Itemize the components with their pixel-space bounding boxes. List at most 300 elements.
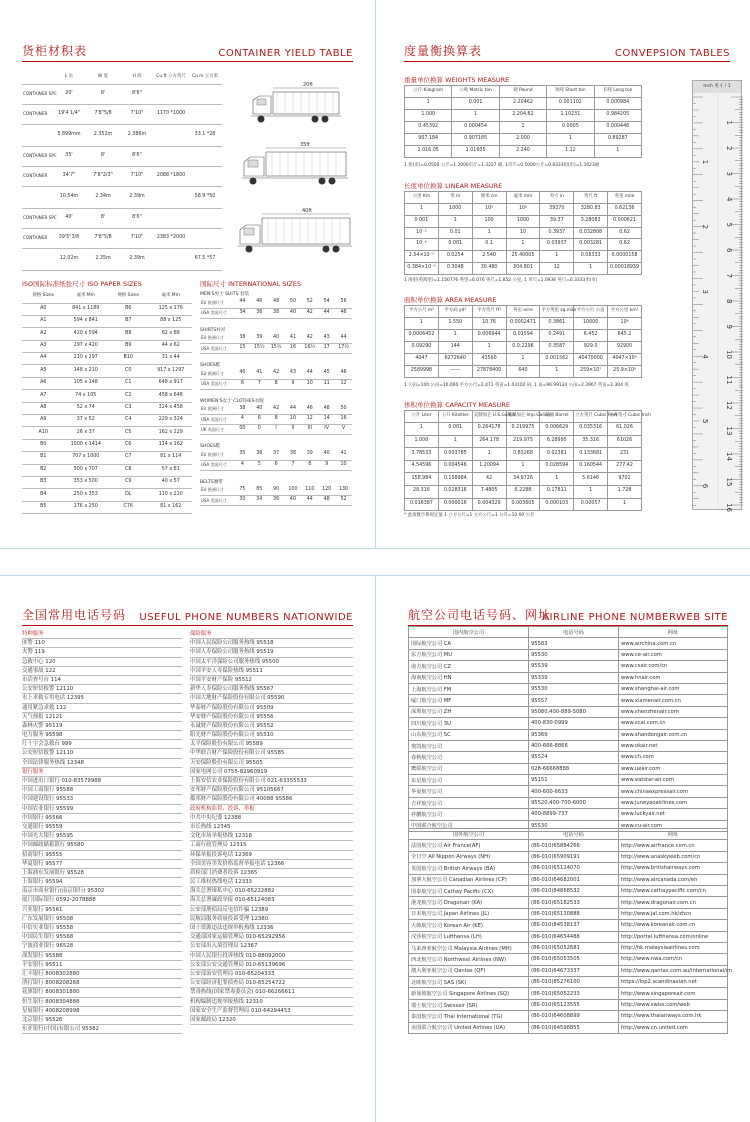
intl-block-label: WOMEN'S女士 CLOTHES衣服 [200, 398, 264, 404]
table-cell: 1.20094 [472, 460, 506, 473]
table-cell: 新加坡航空公司 Singapore Airlines (SQ) [409, 988, 529, 999]
table-cell: 加拿大航空公司 Canadian Airlines (CP) [409, 874, 529, 885]
table-cell: 0.09290 [405, 342, 439, 354]
conversion-page [376, 0, 750, 548]
ruler-number-inch: 5 [701, 419, 709, 424]
phone-entry: 广东发展银行 95508 [22, 915, 182, 924]
table-cell: 1 [452, 110, 499, 122]
table-cell: 0.000621 [608, 215, 642, 227]
table-cell: (86-010)64608899 [529, 1011, 619, 1022]
phone-entry: 天安保险股份有限公司 95505 [190, 759, 353, 768]
table-cell: 米 m [438, 192, 472, 204]
phone-entry: 星展银行 4008208998 [22, 1007, 182, 1016]
table-row [200, 415, 352, 425]
table-cell: 0.89287 [594, 134, 641, 146]
table-cell: A0 [22, 303, 65, 315]
table-cell: 0.028594 [540, 460, 574, 473]
table-cell: 网址 [619, 829, 728, 840]
table-row [405, 473, 642, 486]
table-cell: 6.452 [574, 330, 608, 342]
capacity-table [404, 410, 651, 511]
ruler-number-cm: 13 [725, 426, 733, 436]
table-cell: 3.28083 [574, 215, 608, 227]
table-cell: USA 美国尺寸 [200, 308, 234, 318]
table-cell: 210 x 297 [65, 353, 108, 365]
table-cell: 81 x 114 [150, 452, 193, 464]
table-cell: 8'6" [120, 146, 154, 166]
table-row [409, 797, 728, 808]
table-cell: CONTAINER SPC [22, 84, 52, 104]
table-cell: 国外航空公司 [409, 829, 529, 840]
phone-entry: 阳光财产保险股份有限公司 95510 [190, 731, 353, 740]
table-cell: 0.001102 [547, 98, 594, 110]
table-cell: 5.899mm [52, 124, 86, 146]
table-row [405, 354, 642, 366]
table-cell: 1000 [438, 204, 472, 216]
table-cell: EU 欧洲尺寸 [200, 405, 234, 415]
table-cell: 130 [335, 486, 352, 496]
ruler-number-cm: 15 [725, 477, 733, 487]
phone-entry: 渣打银行 8008208268 [22, 979, 182, 988]
table-cell: C76 [107, 501, 150, 513]
table-row [22, 415, 192, 427]
table-cell: 95539 [529, 661, 619, 672]
table-cell: 0.001 [405, 215, 439, 227]
phone-entry: 中国民生银行 95568 [22, 933, 182, 942]
table-cell: 吉祥航空公司 [409, 797, 529, 808]
phone-entry: 厦门国际银行 0592-2078888 [22, 896, 182, 905]
table-cell: A1 [22, 315, 65, 327]
table-row [409, 695, 728, 706]
phone-entry: 中国平安人寿保险热线 95511 [190, 667, 353, 676]
table-cell: 43560 [472, 354, 506, 366]
table-row [409, 672, 728, 683]
table-cell: 277.42 [608, 460, 642, 473]
table-cell: 0.00018939 [608, 262, 642, 274]
table-cell: 10⁶ [506, 204, 540, 216]
table-cell: 40 [251, 405, 268, 415]
table-cell [22, 186, 52, 208]
ruler-number-cm: 3 [725, 171, 733, 176]
table-row [22, 186, 222, 208]
table-cell: 0.01 [438, 227, 472, 239]
phone-entry: 南京市商业银行(南京银行) 95302 [22, 887, 182, 896]
container-title-en: CONTAINER YIELD TABLE [218, 48, 353, 59]
phones-title-en: USEFUL PHONE NUMBERS NATIONWIDE [139, 612, 353, 623]
table-row [409, 752, 728, 763]
table-cell: 26 x 37 [65, 427, 108, 439]
table-cell: 0.3861 [540, 318, 574, 330]
table-cell: 6.2288 [506, 485, 540, 498]
table-cell: 458 x 648 [150, 390, 193, 402]
table-cell: Cu ft 立方英尺 [154, 70, 188, 84]
table-row [409, 775, 728, 786]
table-cell [188, 146, 222, 166]
table-cell: 400-8899-737 [529, 809, 619, 820]
table-cell: 19'4 1/4" [52, 104, 86, 124]
table-cell: 46 [251, 298, 268, 308]
table-cell: 40 [285, 308, 302, 318]
table-cell: (86-010)65124070 [529, 863, 619, 874]
phone-entry: 质检部门消费者投诉 12365 [190, 869, 353, 878]
phone-entry: 东亚银行(中国)有限公司 95382 [22, 1025, 182, 1034]
phone-entry: 北京银行 95526 [22, 1016, 182, 1025]
table-cell: 16 [285, 344, 302, 354]
table-cell: 1 [506, 460, 540, 473]
table-cell: 0.000446 [594, 122, 641, 134]
table-cell: 95080,400-889-5080 [529, 706, 619, 717]
table-row [409, 920, 728, 931]
table-cell: (86-010)65909191 [529, 851, 619, 862]
table-cell: http://portal.lufthansa.com/online [619, 931, 728, 942]
phone-entry: 汇丰银行 8008302880 [22, 970, 182, 979]
phone-entry: 匪警 110 [22, 639, 182, 648]
table-cell: 707 x 1000 [65, 452, 108, 464]
table-cell: 0.000984 [594, 98, 641, 110]
table-row [409, 977, 728, 988]
table-cell: 1 [405, 204, 439, 216]
ruler-number-cm: 16 [725, 503, 733, 512]
table-cell: 0.384×10⁻³ [405, 262, 439, 274]
table-cell: 0.003785 [438, 448, 472, 461]
table-cell: CONTAINER [22, 166, 52, 186]
table-cell: 28.316 [405, 485, 439, 498]
table-cell: (86-010)65053505 [529, 954, 619, 965]
table-cell: 10.76 [472, 318, 506, 330]
table-cell: 0.62 [608, 239, 642, 251]
table-row [405, 448, 642, 461]
phone-entry: 国家安全生产监督管理局 010-64294453 [190, 1007, 353, 1016]
table-row [22, 402, 192, 414]
table-cell: 304.801 [506, 262, 540, 274]
ruler-number-cm: 5 [725, 222, 733, 227]
table-cell: 420 x 594 [65, 328, 108, 340]
table-cell: 9 [318, 460, 335, 470]
table-row [22, 464, 192, 476]
table-cell: 36 [251, 450, 268, 460]
table-cell: http://www.swiss.com/web [619, 999, 728, 1010]
table-cell: 4 [234, 460, 251, 470]
linear-note: 1 海里(英海里)=1.150776 英里=6.076 英尺=1.852 公里, 1 市尺=1.0936 英尺=0.3333米(市) [404, 278, 598, 283]
table-cell: (86-010)84538137 [529, 920, 619, 931]
intl-block-label: SHOES鞋 [200, 363, 221, 368]
table-cell: 14 [318, 415, 335, 425]
table-cell: 35' [52, 146, 86, 166]
table-cell: 10 [301, 379, 318, 389]
table-row [405, 239, 642, 251]
table-row [405, 204, 642, 216]
table-cell: 39 [251, 334, 268, 344]
table-row [409, 965, 728, 976]
table-cell: 10⁶ [608, 318, 642, 330]
table-cell: C3 [107, 402, 150, 414]
table-row [22, 427, 192, 439]
table-cell: 17½ [335, 344, 352, 354]
table-cell [188, 84, 222, 104]
table-cell: 2.000 [499, 134, 546, 146]
table-cell: A8 [22, 402, 65, 414]
table-cell: 0.264178 [472, 423, 506, 436]
phone-entry: 交通银行 95559 [22, 823, 182, 832]
intl-sizes-block [200, 291, 352, 506]
table-cell: www.okair.net [619, 740, 728, 751]
iso-paper-table [22, 290, 192, 514]
table-cell: 0.1 [472, 239, 506, 251]
table-cell: 1 [540, 473, 574, 486]
table-row [200, 334, 352, 344]
table-cell: 澳大利亚航空公司 Qantas (QF) [409, 965, 529, 976]
table-cell: 34 [251, 496, 268, 506]
table-cell: (86-010)64654488 [529, 931, 619, 942]
table-cell: http://www.cathaypacific.com/cn [619, 885, 728, 896]
phone-entry: 国土资源违法违规举报热线 12336 [190, 924, 353, 933]
table-cell: A3 [22, 340, 65, 352]
table-cell: 0.0006452 [405, 330, 439, 342]
table-cell: 110 x 220 [150, 489, 193, 501]
phone-entry: 都邦财产保险股份有限公司 40088 95586 [190, 795, 353, 804]
table-row [405, 215, 642, 227]
table-row [405, 306, 642, 318]
table-cell: www.ueair.com [619, 763, 728, 774]
table-row [409, 954, 728, 965]
phone-entry: 中国人民银行投诉热线 010-88092000 [190, 952, 353, 961]
table-row [22, 228, 222, 248]
table-row [405, 262, 642, 274]
table-cell: 8' [86, 146, 120, 166]
international-airlines-table [408, 828, 732, 1034]
table-cell: www.xiamenair.com.cn [619, 695, 728, 706]
table-cell: https://lop2.scandinavian.net [619, 977, 728, 988]
table-cell: 9702 [608, 473, 642, 486]
table-cell: EU 欧洲尺寸 [200, 486, 234, 496]
table-row [409, 988, 728, 999]
table-cell: 34.9726 [506, 473, 540, 486]
table-cell: 27878400 [472, 366, 506, 378]
table-cell: 12 [540, 262, 574, 274]
table-cell: 645.2 [608, 330, 642, 342]
table-cell: B6 [107, 303, 150, 315]
table-cell: 7'10" [120, 166, 154, 186]
table-cell: 42 [301, 334, 318, 344]
table-cell: CONTAINER SPC [22, 208, 52, 228]
table-row [22, 452, 192, 464]
table-cell: 7'8"2/3" [86, 166, 120, 186]
table-cell: C0 [107, 365, 150, 377]
table-cell: 40 x 57 [150, 476, 193, 488]
intl-block-label: SHOES鞋 [200, 444, 221, 449]
table-cell: 英尺 ft [574, 192, 608, 204]
phones-page [0, 576, 375, 1122]
table-cell: 2.352m [86, 124, 120, 146]
table-cell: 立方英寸 Cubic Inch [608, 411, 642, 423]
table-row [409, 683, 728, 694]
phone-entry: 公安部出入境管理局 12367 [190, 942, 353, 951]
table-row [409, 649, 728, 660]
table-cell: 95339 [529, 672, 619, 683]
table-cell: 353 x 500 [65, 476, 108, 488]
table-cell: A9 [22, 415, 65, 427]
table-cell: 公吨 Metric ton [452, 86, 499, 98]
table-row [22, 489, 192, 501]
table-cell: http://www.nwa.com/cn [619, 954, 728, 965]
table-row [409, 851, 728, 862]
table-row [200, 298, 352, 308]
table-cell: 7'10" [120, 228, 154, 248]
table-cell: CONTAINER [22, 228, 52, 248]
table-cell: 297 x 420 [65, 340, 108, 352]
table-cell: 美国联合航空公司 United Airlines (UA) [409, 1022, 529, 1033]
table-cell: 1.000 [405, 435, 439, 448]
ruler-number-cm: 14 [725, 452, 733, 461]
table-cell: 48 [318, 496, 335, 506]
table-cell: http://www.koreanair.com.cn [619, 920, 728, 931]
intl-size-table [200, 298, 352, 319]
table-cell: 英亩 acre [506, 306, 540, 318]
table-cell: 0.028316 [438, 485, 472, 498]
table-cell: 北欧航空公司 SAS (SK) [409, 977, 529, 988]
table-cell: 0.004546 [438, 460, 472, 473]
table-cell: 52 x 74 [65, 402, 108, 414]
table-cell: 2.540 [472, 251, 506, 263]
table-cell: 52 [301, 298, 318, 308]
table-cell: A6 [22, 377, 65, 389]
phone-entry: 安邦财产保险股份有限公司 95105667 [190, 786, 353, 795]
table-cell: 35.316 [574, 435, 608, 448]
intl-block-label: MEN'S男士 SUITS 套装 [200, 292, 250, 297]
phones-left-column [22, 630, 182, 1034]
table-cell: 上海航空公司 FM [409, 683, 529, 694]
ruler-number-cm: 1 [725, 120, 733, 125]
table-cell: 2.34m [86, 186, 120, 208]
table-row [22, 353, 192, 365]
table-cell: 0.0005 [547, 122, 594, 134]
table-cell: 国泰航空公司 Cathay Pacific (CX) [409, 885, 529, 896]
table-cell: EU 欧洲尺寸 [200, 334, 234, 344]
table-cell: 44 [285, 405, 302, 415]
table-cell: 春秋航空公司 [409, 752, 529, 763]
table-cell: 电话号码 [529, 829, 619, 840]
table-cell: 马来西亚航空公司 Malaysia Airlines (MH) [409, 942, 529, 953]
table-cell: 1 [472, 448, 506, 461]
phone-entry: 兴业银行 95561 [22, 906, 182, 915]
table-cell: 1.550 [438, 318, 472, 330]
table-row [22, 501, 192, 513]
table-cell: (86-010)65130888 [529, 908, 619, 919]
table-cell: 日本航空公司 Japan Airlines (JL) [409, 908, 529, 919]
table-cell: 259×10⁷ [574, 366, 608, 378]
table-cell: 10 [506, 227, 540, 239]
table-cell: 38 [234, 405, 251, 415]
phone-entry: 中国农业银行 95599 [22, 805, 182, 814]
table-cell: 25.9×10⁹ [608, 366, 642, 378]
table-row [200, 486, 352, 496]
table-row [405, 330, 642, 342]
table-cell: 0.133681 [574, 448, 608, 461]
conversion-title-en: CONVEPSION TABLES [614, 48, 730, 59]
table-row [409, 829, 728, 840]
table-cell: 41 [335, 450, 352, 460]
table-cell: (86-010)65182533 [529, 897, 619, 908]
table-row [200, 425, 352, 435]
table-row [200, 496, 352, 506]
table-cell: 1000 x 1414 [65, 439, 108, 451]
table-cell: 奥凯航空公司 [409, 740, 529, 751]
table-row [405, 342, 642, 354]
table-cell: 43 [285, 369, 302, 379]
table-cell: C9 [107, 476, 150, 488]
airlines-title-cn: 航空公司电话号码、网址 [408, 608, 552, 622]
ruler-number-inch: 3 [701, 289, 709, 294]
phone-section-heading: 政府机构监督、投诉、举报 [190, 805, 353, 814]
table-cell: 0.001562 [540, 354, 574, 366]
table-cell: 0.0254 [438, 251, 472, 263]
table-cell: 0.219975 [506, 423, 540, 436]
phone-section-heading: 特种服务 [22, 630, 182, 639]
table-row [22, 377, 192, 389]
table-row [409, 874, 728, 885]
table-cell: V [335, 425, 352, 435]
table-cell: 2589998 [405, 366, 439, 378]
table-row [405, 146, 642, 158]
table-cell: 61026 [608, 435, 642, 448]
table-cell: www.shandongair.com.cn [619, 729, 728, 740]
table-cell: CONTAINER SPC [22, 146, 52, 166]
table-cell: 62 x 88 [150, 328, 193, 340]
table-cell: 1170 *1000 [154, 104, 188, 124]
table-row [22, 146, 222, 166]
table-cell: 50 [285, 298, 302, 308]
table-cell: 11 [318, 379, 335, 389]
table-cell: UK 英国尺寸 [200, 425, 234, 435]
table-cell: 324 x 458 [150, 402, 193, 414]
capacity-note: * 此项数字系规定值 1 立方公尺=1 立方公尺=1 公升=10.00 公升 [404, 513, 535, 518]
table-cell: 0.45392 [405, 122, 452, 134]
table-cell: 0.160544 [574, 460, 608, 473]
table-cell: http://hk.malaysiaairlines.com [619, 942, 728, 953]
table-cell: A10 [22, 427, 65, 439]
table-cell: (86-010)65884266 [529, 840, 619, 851]
table-cell: 华夏航空公司 [409, 786, 529, 797]
phone-entry: 中国工商银行 95588 [22, 786, 182, 795]
phone-entry: 深发银行 95588 [22, 952, 182, 961]
ruler-number-cm: 4 [725, 197, 733, 202]
table-cell: 8' [86, 84, 120, 104]
table-cell: 50 [335, 405, 352, 415]
table-cell: 9 [285, 379, 302, 389]
intl-size-table [200, 334, 352, 355]
table-cell: 磅 Pound [499, 86, 546, 98]
table-cell: DL [107, 489, 150, 501]
table-cell: 平方英尺 ft² [472, 306, 506, 318]
table-cell: http://www.cn.united.com [619, 1022, 728, 1033]
table-cell: 0.17811 [540, 485, 574, 498]
table-cell: 立方英尺 Cubic Feet [574, 411, 608, 423]
table-cell: 15½ [251, 344, 268, 354]
table-cell: 8'6" [120, 208, 154, 228]
table-cell: 95530 [529, 683, 619, 694]
table-cell [154, 186, 188, 208]
table-cell: 6.28995 [540, 435, 574, 448]
table-cell: 美桶 Barrel [540, 411, 574, 423]
table-cell: 电话号码 [529, 627, 619, 638]
table-row [409, 809, 728, 820]
table-cell: 2.386m [120, 124, 154, 146]
table-cell: 规格 Sizes [107, 290, 150, 303]
table-cell: 95530 [529, 820, 619, 831]
table-cell: 2.54×10⁻⁵ [405, 251, 439, 263]
intl-size-table [200, 405, 352, 436]
table-cell: C8 [107, 464, 150, 476]
